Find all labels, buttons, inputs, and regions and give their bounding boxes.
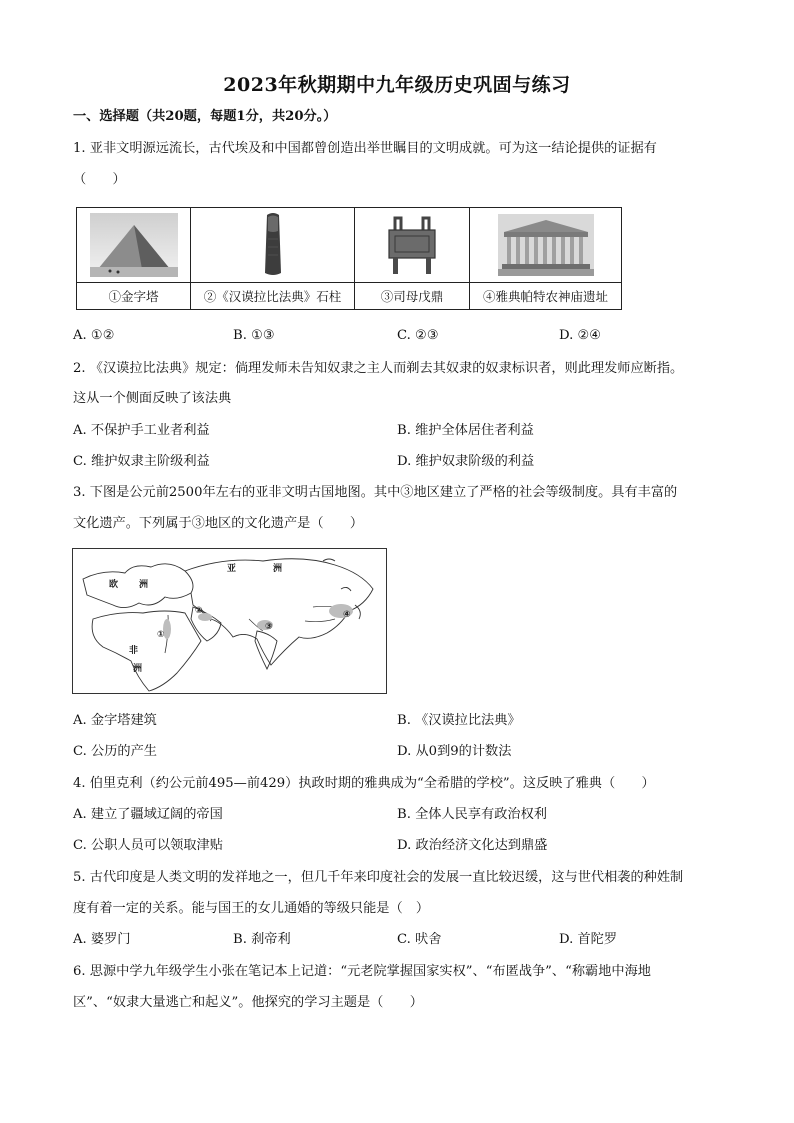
q1-option-d[interactable]: D. ②④ [559,328,602,343]
q3-option-a[interactable]: A. 金字塔建筑 [73,713,157,728]
q5-option-a[interactable]: A. 婆罗门 [73,932,131,947]
caption-ding: ③司母戊鼎 [380,289,444,304]
question-5-stem-cont: 度有着一定的关系。能与国王的女儿通婚的等级只能是（ ） [73,901,430,916]
label-region-3: ③ [265,622,273,632]
question-3-stem-cont: 文化遗产。下列属于③地区的文化遗产是（ ） [73,516,364,531]
label-region-2: ② [195,606,203,616]
section-heading: 一、选择题（共20题，每题1分，共20分。） [73,109,337,124]
q4-option-d[interactable]: D. 政治经济文化达到鼎盛 [397,838,548,853]
q3-option-c[interactable]: C. 公历的产生 [73,744,157,759]
question-2-stem: 2. 《汉谟拉比法典》规定：倘理发师未告知奴隶之主人而剃去其奴隶的奴隶标识者，则此理发师应断指。 [73,361,684,376]
caption-pyramid: ①金字塔 [108,289,159,304]
question-4-stem: 4. 伯里克利（约公元前495—前429）执政时期的雅典成为“全希腊的学校”。这反映了雅典（ ） [73,776,655,791]
cell-ding [355,208,470,309]
q3-option-d[interactable]: D. 从0到9的计数法 [397,744,512,759]
cell-pyramid [77,208,191,309]
pyramid-image [90,213,178,277]
label-region-1: ① [157,630,165,640]
q2-option-a[interactable]: A. 不保护手工业者利益 [73,423,210,438]
label-region-4: ④ [343,610,351,620]
page-title: 2023年秋期期中九年级历史巩固与练习 [223,74,571,96]
q4-option-a[interactable]: A. 建立了疆域辽阔的帝国 [73,807,223,822]
caption-parthenon: ④雅典帕特农神庙遗址 [482,289,608,304]
q1-option-a[interactable]: A. ①② [73,328,115,343]
label-africa-1: 非 [129,646,139,656]
parthenon-image [498,214,594,276]
label-asia-2: 洲 [273,564,283,574]
q5-option-c[interactable]: C. 吠舍 [397,932,442,947]
caption-code-stele: ②《汉谟拉比法典》石柱 [203,289,342,304]
question-2-stem-cont: 这从一个侧面反映了该法典 [73,391,232,406]
map-outline [73,549,386,693]
q2-option-b[interactable]: B. 维护全体居住者利益 [397,423,534,438]
q4-option-c[interactable]: C. 公职人员可以领取津贴 [73,838,223,853]
q2-option-d[interactable]: D. 维护奴隶阶级的利益 [397,454,535,469]
question-1-stem: 1. 亚非文明源远流长，古代埃及和中国都曾创造出举世瞩目的文明成就。可为这一结论提供的证据有 [73,141,657,156]
label-europe-2: 洲 [139,580,149,590]
cell-parthenon [470,208,621,309]
label-asia-1: 亚 [227,564,237,574]
label-europe-1: 欧 [109,580,119,590]
question-6-stem-cont: 区”、“奴隶大量逃亡和起义”。他探究的学习主题是（ ） [73,995,423,1010]
q4-option-b[interactable]: B. 全体人民享有政治权利 [397,807,547,822]
question-5-stem: 5. 古代印度是人类文明的发祥地之一，但几千年来印度社会的发展一直比较迟缓，这与世代相袭的种姓制 [73,870,684,885]
cell-code-stele [191,208,355,309]
question-3-stem: 3. 下图是公元前2500年左右的亚非文明古国地图。其中③地区建立了严格的社会等级制度。具有丰富的 [73,485,678,500]
q1-option-c[interactable]: C. ②③ [397,328,439,343]
ancient-civilizations-map [72,548,387,694]
question-1-blank: （ ） [73,172,126,187]
q5-option-d[interactable]: D. 首陀罗 [559,932,618,947]
label-africa-2: 洲 [133,664,143,674]
stele-image [253,211,293,279]
q5-option-b[interactable]: B. 刹帝利 [233,932,291,947]
question-6-stem: 6. 思源中学九年级学生小张在笔记本上记道：“元老院掌握国家实权”、“布匿战争”、“称霸地中海地 [73,964,651,979]
artifact-image-table [76,207,622,310]
ding-image [381,214,443,276]
q1-option-b[interactable]: B. ①③ [233,328,275,343]
q2-option-c[interactable]: C. 维护奴隶主阶级利益 [73,454,210,469]
q3-option-b[interactable]: B. 《汉谟拉比法典》 [397,713,521,728]
